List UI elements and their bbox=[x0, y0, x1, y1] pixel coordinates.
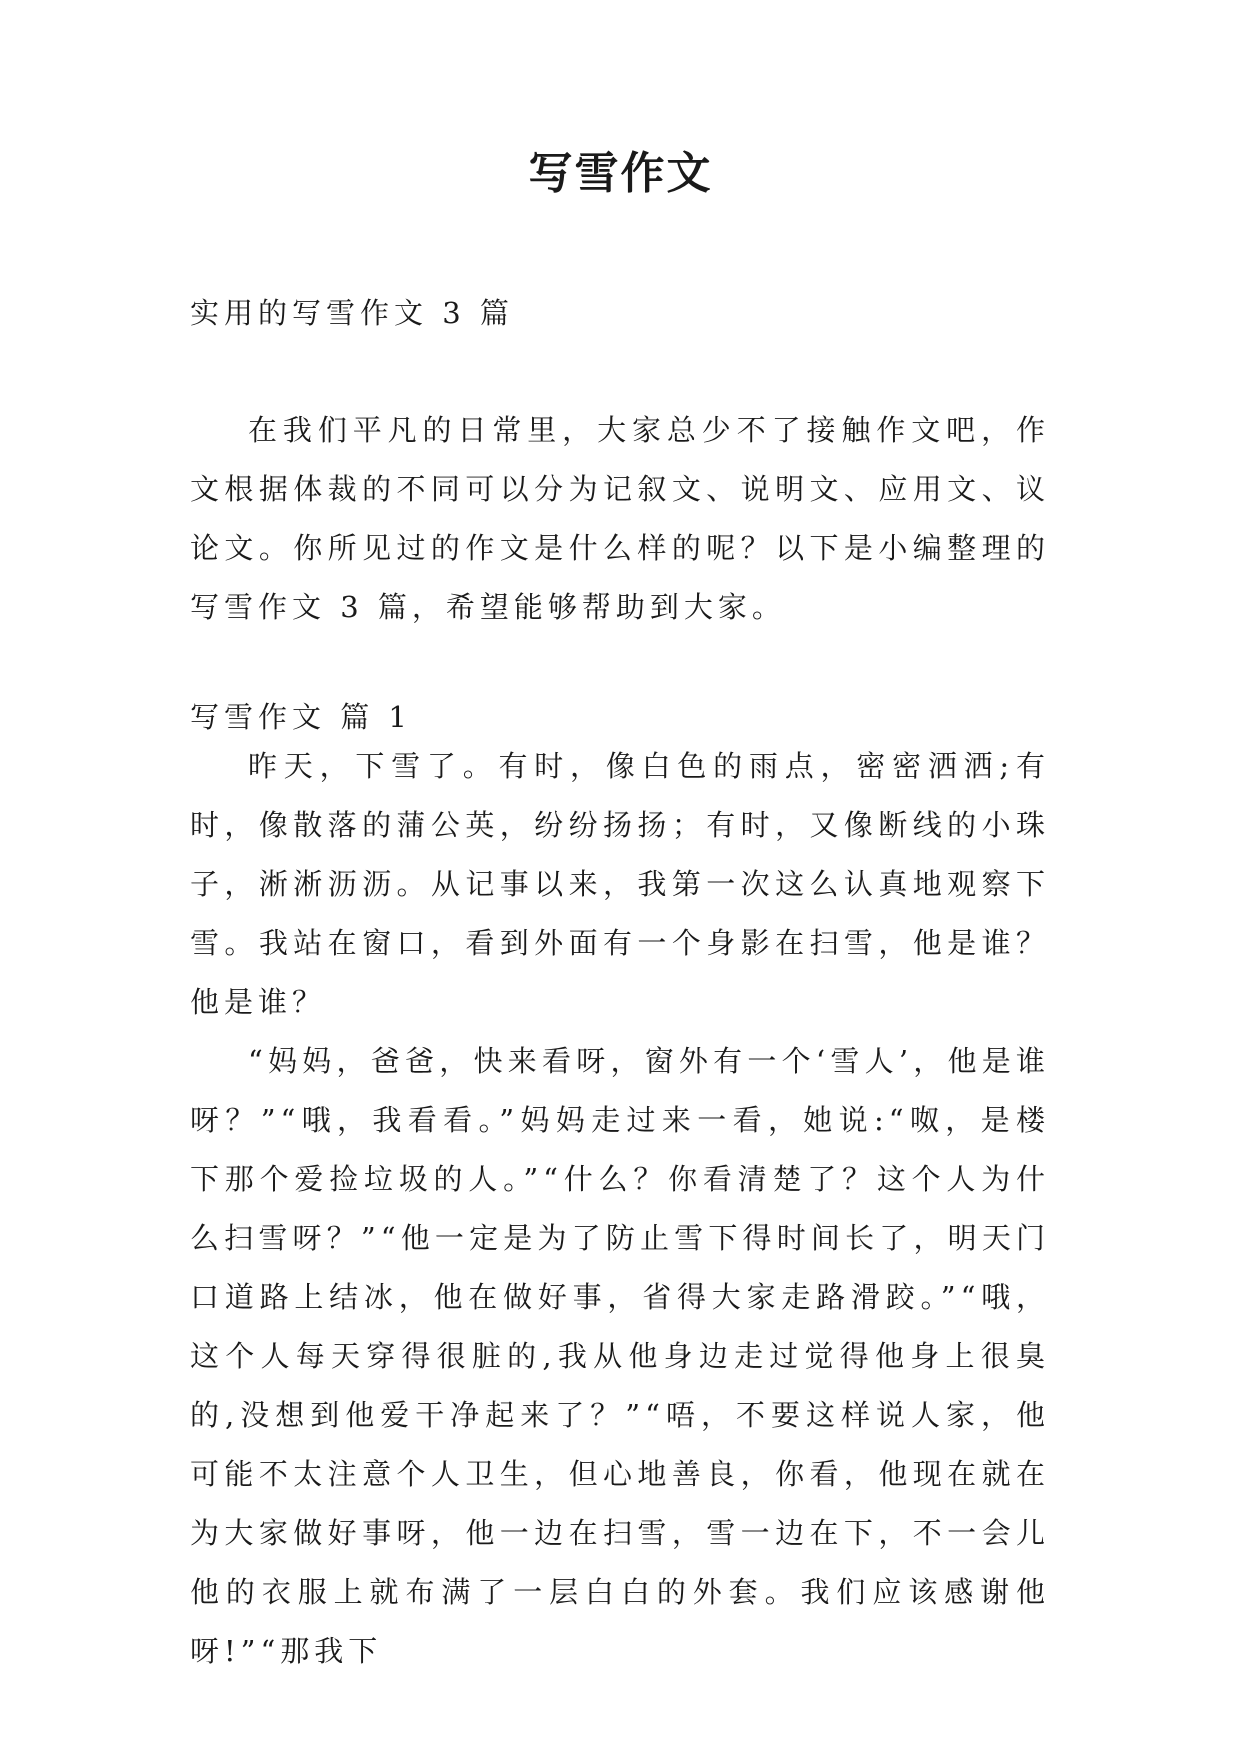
essay-paragraph-1: 昨天，下雪了。有时，像白色的雨点，密密洒洒;有时，像散落的蒲公英，纷纷扬扬；有时，又像断线的小珠子，淅淅沥沥。从记事以来，我第一次这么认真地观察下雪。我站在窗口，看到外面有一个身影在扫雪，他是谁？他是谁？ bbox=[190, 749, 1050, 1019]
document-title: 写雪作文 bbox=[528, 148, 713, 199]
essay-paragraph-2: “妈妈，爸爸，快来看呀，窗外有一个‘雪人’，他是谁呀？”“哦，我看看。”妈妈走过来一看，她说:“呶，是楼下那个爱捡垃圾的人。”“什么？你看清楚了？这个人为什么扫雪呀？”“他一定是为了防止雪下得时间长了，明天门口道路上结冰，他在做好事，省得大家走路滑跤。”“哦，这个人每天穿得很脏的,我从他身边走过觉得他身上很臭的,没想到他爱干净起来了？”“唔，不要这样说人家，他可能不太注意个人卫生，但心地善良，你看，他现在就在为大家做好事呀，他一边在扫雪，雪一边在下，不一会儿他的衣服上就布满了一层白白的外套。我们应该感谢他呀!”“那我下 bbox=[190, 1044, 1050, 1668]
section-heading: 写雪作文 篇 1 bbox=[190, 700, 412, 734]
intro-paragraph: 在我们平凡的日常里，大家总少不了接触作文吧，作文根据体裁的不同可以分为记叙文、说明文、应用文、议论文。你所见过的作文是什么样的呢？以下是小编整理的写雪作文 3 篇，希望能够帮助到大家。 bbox=[190, 413, 1050, 624]
intro-section bbox=[190, 401, 1050, 637]
document-subtitle: 实用的写雪作文 3 篇 bbox=[190, 296, 514, 330]
essay-body bbox=[190, 737, 1050, 1681]
